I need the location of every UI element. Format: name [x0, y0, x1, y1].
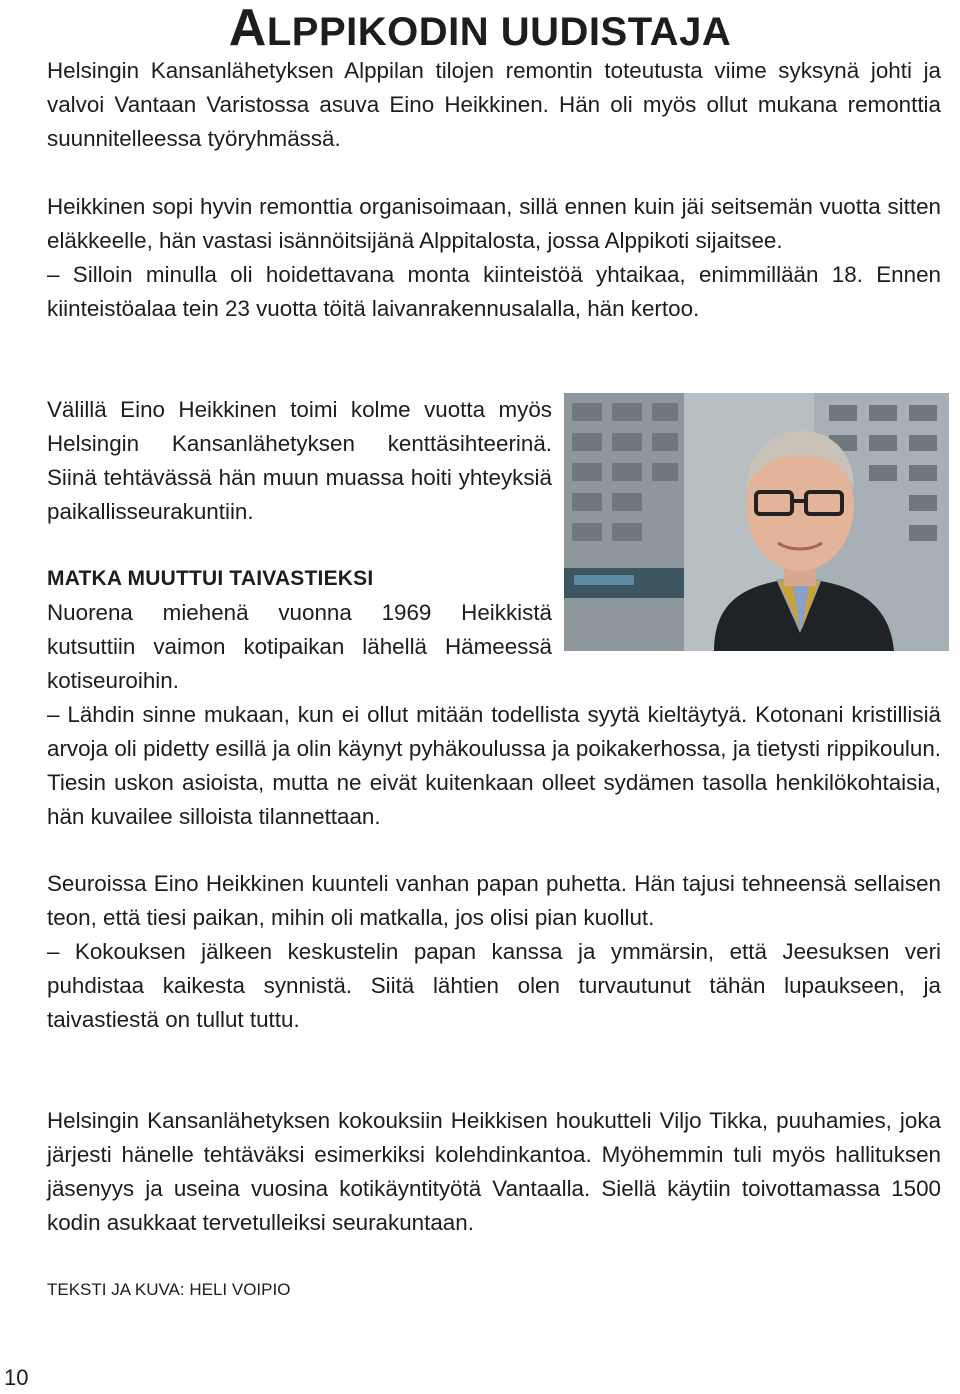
paragraph-text: Seuroissa Eino Heikkinen kuunteli vanhan papan puhetta. Hän tajusi tehneensä sellaisen teon, että tiesi paikan, mihin oli matkalla, jos olisi pian kuollut.	[47, 871, 941, 930]
title-rest: LPPIKODIN UUDISTAJA	[266, 10, 732, 54]
paragraph-text: Helsingin Kansanlähetyksen kokouksiin Heikkisen houkutteli Viljo Tikka, puuhamies, joka järjesti hänelle tehtäväksi esimerkiksi kolehdinkantoa. Myöhemmin tuli myös hallituksen jäsenyys ja useina vuosina kotikäyntityötä Vantaalla. Siellä käytiin toivottamassa 1500 kodin asukkaat tervetulleiksi seurakuntaan.	[47, 1108, 941, 1235]
paragraph-text: Helsingin Kansanlähetyksen Alppilan tilojen remontin toteutusta viime syksynä johti ja valvoi Vantaan Varistossa asuva Eino Heikkinen. Hän oli myös ollut mukana remonttia suunnitelleessa työryhmässä.	[47, 58, 941, 151]
paragraph-background	[47, 190, 941, 326]
paragraph-meetings	[47, 867, 941, 1037]
quote-text: – Silloin minulla oli hoidettavana monta kiinteistöä yhtaikaa, enimmillään 18. Ennen kiinteistöalaa tein 23 vuotta töitä laivanrakennusalalla, hän kertoo.	[47, 262, 941, 321]
article-title	[0, 2, 960, 58]
paragraph-text: Heikkinen sopi hyvin remonttia organisoimaan, sillä ennen kuin jäi seitsemän vuotta sitten eläkkeelle, hän vastasi isännöitsijänä Alppitalosta, jossa Alppikoti sijaitsee.	[47, 194, 941, 253]
paragraph-intro	[47, 54, 941, 156]
paragraph-involvement	[47, 1104, 941, 1240]
page-number: 10	[4, 1365, 29, 1390]
paragraph-conversion	[47, 596, 941, 834]
paragraph-text: Välillä Eino Heikkinen toimi kolme vuotta myös Helsingin Kansanlähetyksen kenttäsihteerinä. Siinä tehtävässä hän muun muassa hoiti yhteyksiä paikallisseurakuntiin.	[47, 397, 552, 524]
quote-text: – Kokouksen jälkeen keskustelin papan kanssa ja ymmärsin, että Jeesuksen veri puhdistaa kaikesta synnistä. Siitä lähtien olen turvautunut tähän lupaukseen, ja taivastiestä on tullut tuttu.	[47, 939, 941, 1032]
quote-text: – Lähdin sinne mukaan, kun ei ollut mitään todellista syytä kieltäytyä. Kotonani kristillisiä arvoja oli pidetty esillä ja olin käynyt pyhäkoulussa ja poikakerhossa, ja tietysti rippikoulun. Tiesin uskon asioista, mutta ne eivät kuitenkaan olleet sydämen tasolla henkilökohtaisia, hän kuvailee silloista tilannettaan.	[47, 702, 941, 829]
paragraph-field-secretary	[47, 393, 552, 529]
title-initial: A	[228, 0, 267, 57]
byline: TEKSTI JA KUVA: HELI VOIPIO	[47, 1280, 291, 1299]
paragraph-text: Nuorena miehenä vuonna 1969 Heikkistä kutsuttiin vaimon kotipaikan lähellä Hämeessä kotiseuroihin.	[47, 600, 552, 693]
section-heading: MATKA MUUTTUI TAIVASTIEKSI	[47, 567, 374, 590]
